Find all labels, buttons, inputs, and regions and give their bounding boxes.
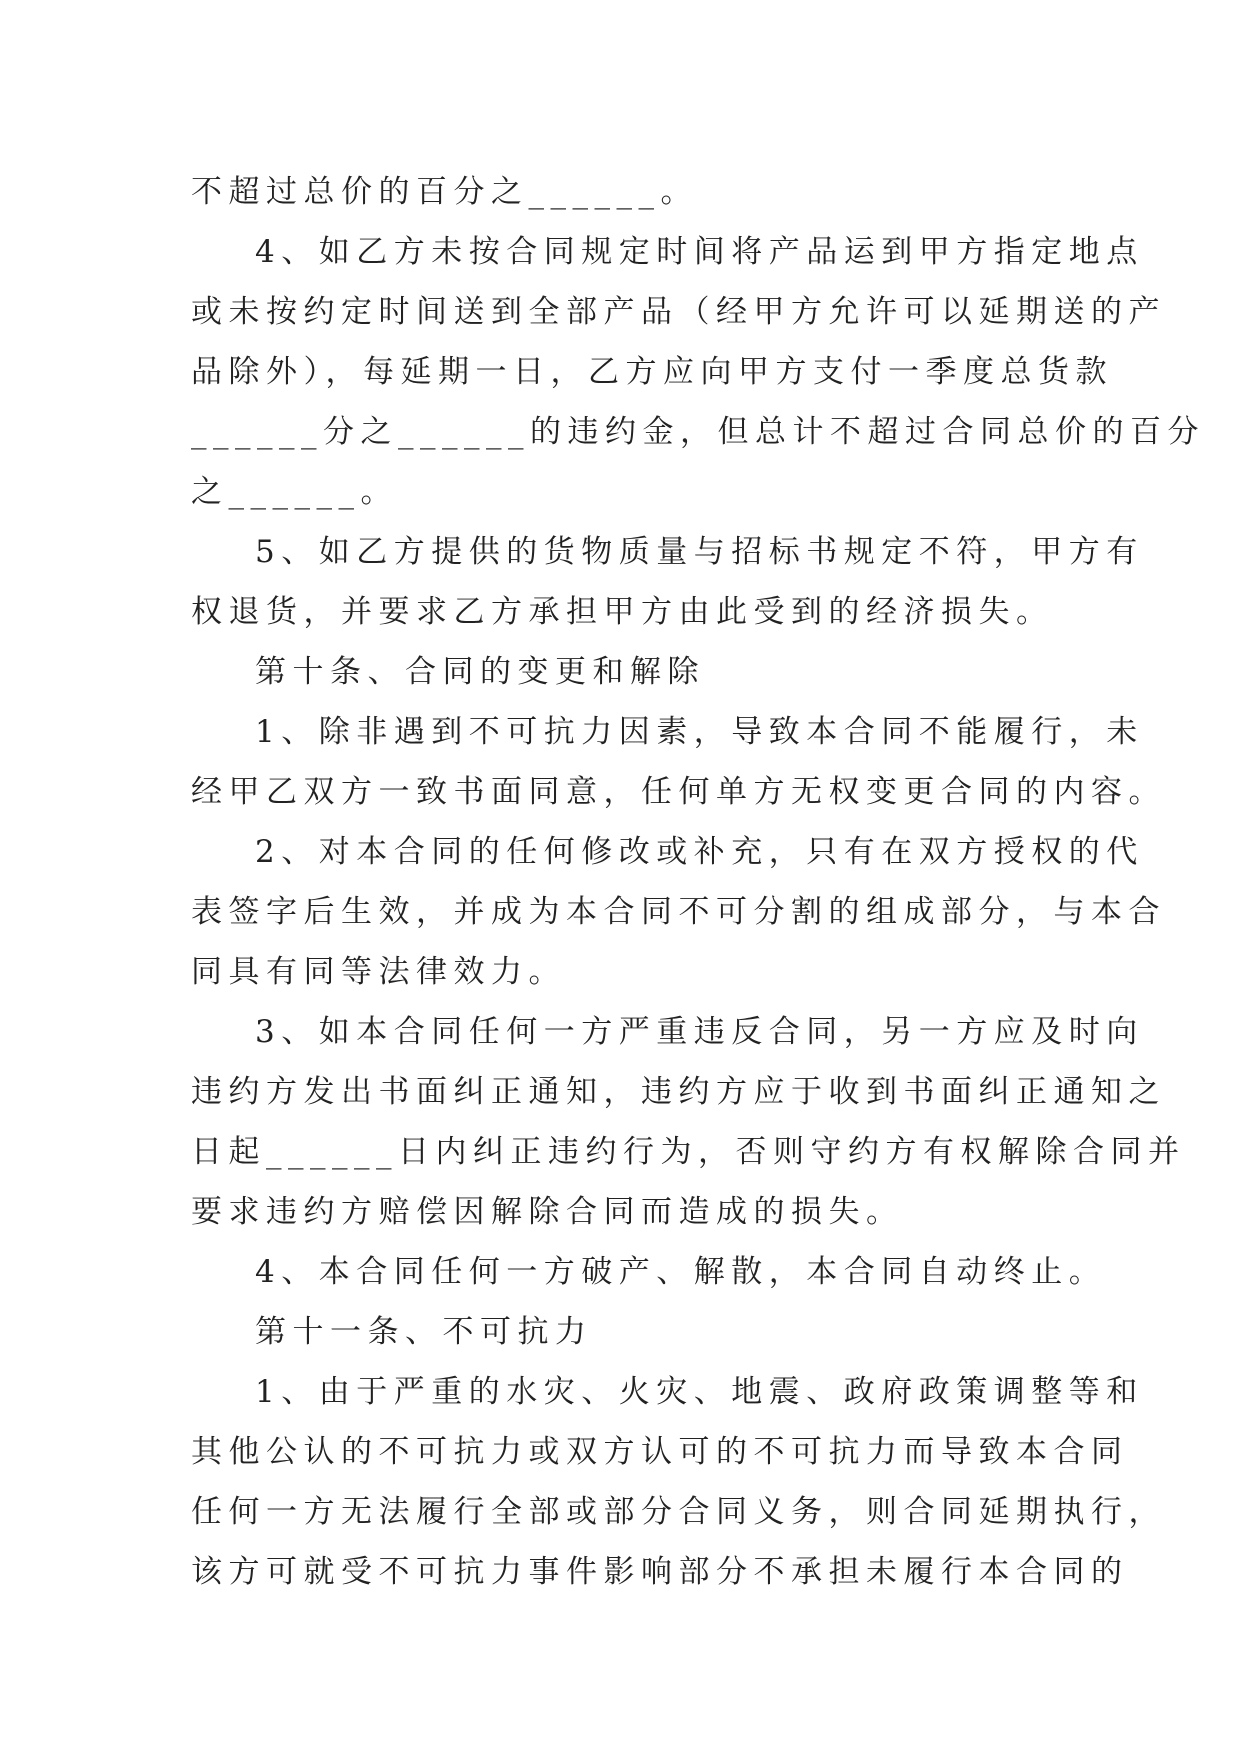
text-line: 2、对本合同的任何修改或补充，只有在双方授权的代 xyxy=(255,834,1144,870)
text-line: 日起______日内纠正违约行为，否则守约方有权解除合同并 xyxy=(191,1134,1186,1170)
text-line: 5、如乙方提供的货物质量与招标书规定不符，甲方有 xyxy=(255,534,1144,570)
text-line: 1、由于严重的水灾、火灾、地震、政府政策调整等和 xyxy=(255,1374,1144,1410)
contract-text xyxy=(191,162,1205,1602)
text-line: 该方可就受不可抗力事件影响部分不承担未履行本合同的 xyxy=(191,1554,1129,1590)
text-line: 3、如本合同任何一方严重违反合同，另一方应及时向 xyxy=(255,1014,1144,1050)
text-line: 1、除非遇到不可抗力因素，导致本合同不能履行，未 xyxy=(255,714,1144,750)
text-line: 要求违约方赔偿因解除合同而造成的损失。 xyxy=(191,1194,904,1230)
text-line: 不超过总价的百分之______。 xyxy=(191,174,698,210)
text-line: 4、本合同任何一方破产、解散，本合同自动终止。 xyxy=(255,1254,1107,1290)
text-line: 权退货，并要求乙方承担甲方由此受到的经济损失。 xyxy=(191,594,1054,630)
section-heading: 第十条、合同的变更和解除 xyxy=(255,654,705,690)
text-line: 同具有同等法律效力。 xyxy=(191,954,566,990)
text-line: 之______。 xyxy=(191,474,398,510)
section-heading: 第十一条、不可抗力 xyxy=(255,1314,593,1350)
text-line: 表签字后生效，并成为本合同不可分割的组成部分，与本合 xyxy=(191,894,1166,930)
text-line: 任何一方无法履行全部或部分合同义务，则合同延期执行， xyxy=(191,1494,1166,1530)
text-line: 4、如乙方未按合同规定时间将产品运到甲方指定地点 xyxy=(255,234,1144,270)
text-line: 违约方发出书面纠正通知，违约方应于收到书面纠正通知之 xyxy=(191,1074,1166,1110)
text-line: 其他公认的不可抗力或双方认可的不可抗力而导致本合同 xyxy=(191,1434,1129,1470)
text-line: 或未按约定时间送到全部产品（经甲方允许可以延期送的产 xyxy=(191,294,1166,330)
text-line: 品除外），每延期一日，乙方应向甲方支付一季度总货款 xyxy=(191,354,1113,390)
text-line: 经甲乙双方一致书面同意，任何单方无权变更合同的内容。 xyxy=(191,774,1166,810)
text-line: ______分之______的违约金，但总计不超过合同总价的百分 xyxy=(191,414,1205,450)
